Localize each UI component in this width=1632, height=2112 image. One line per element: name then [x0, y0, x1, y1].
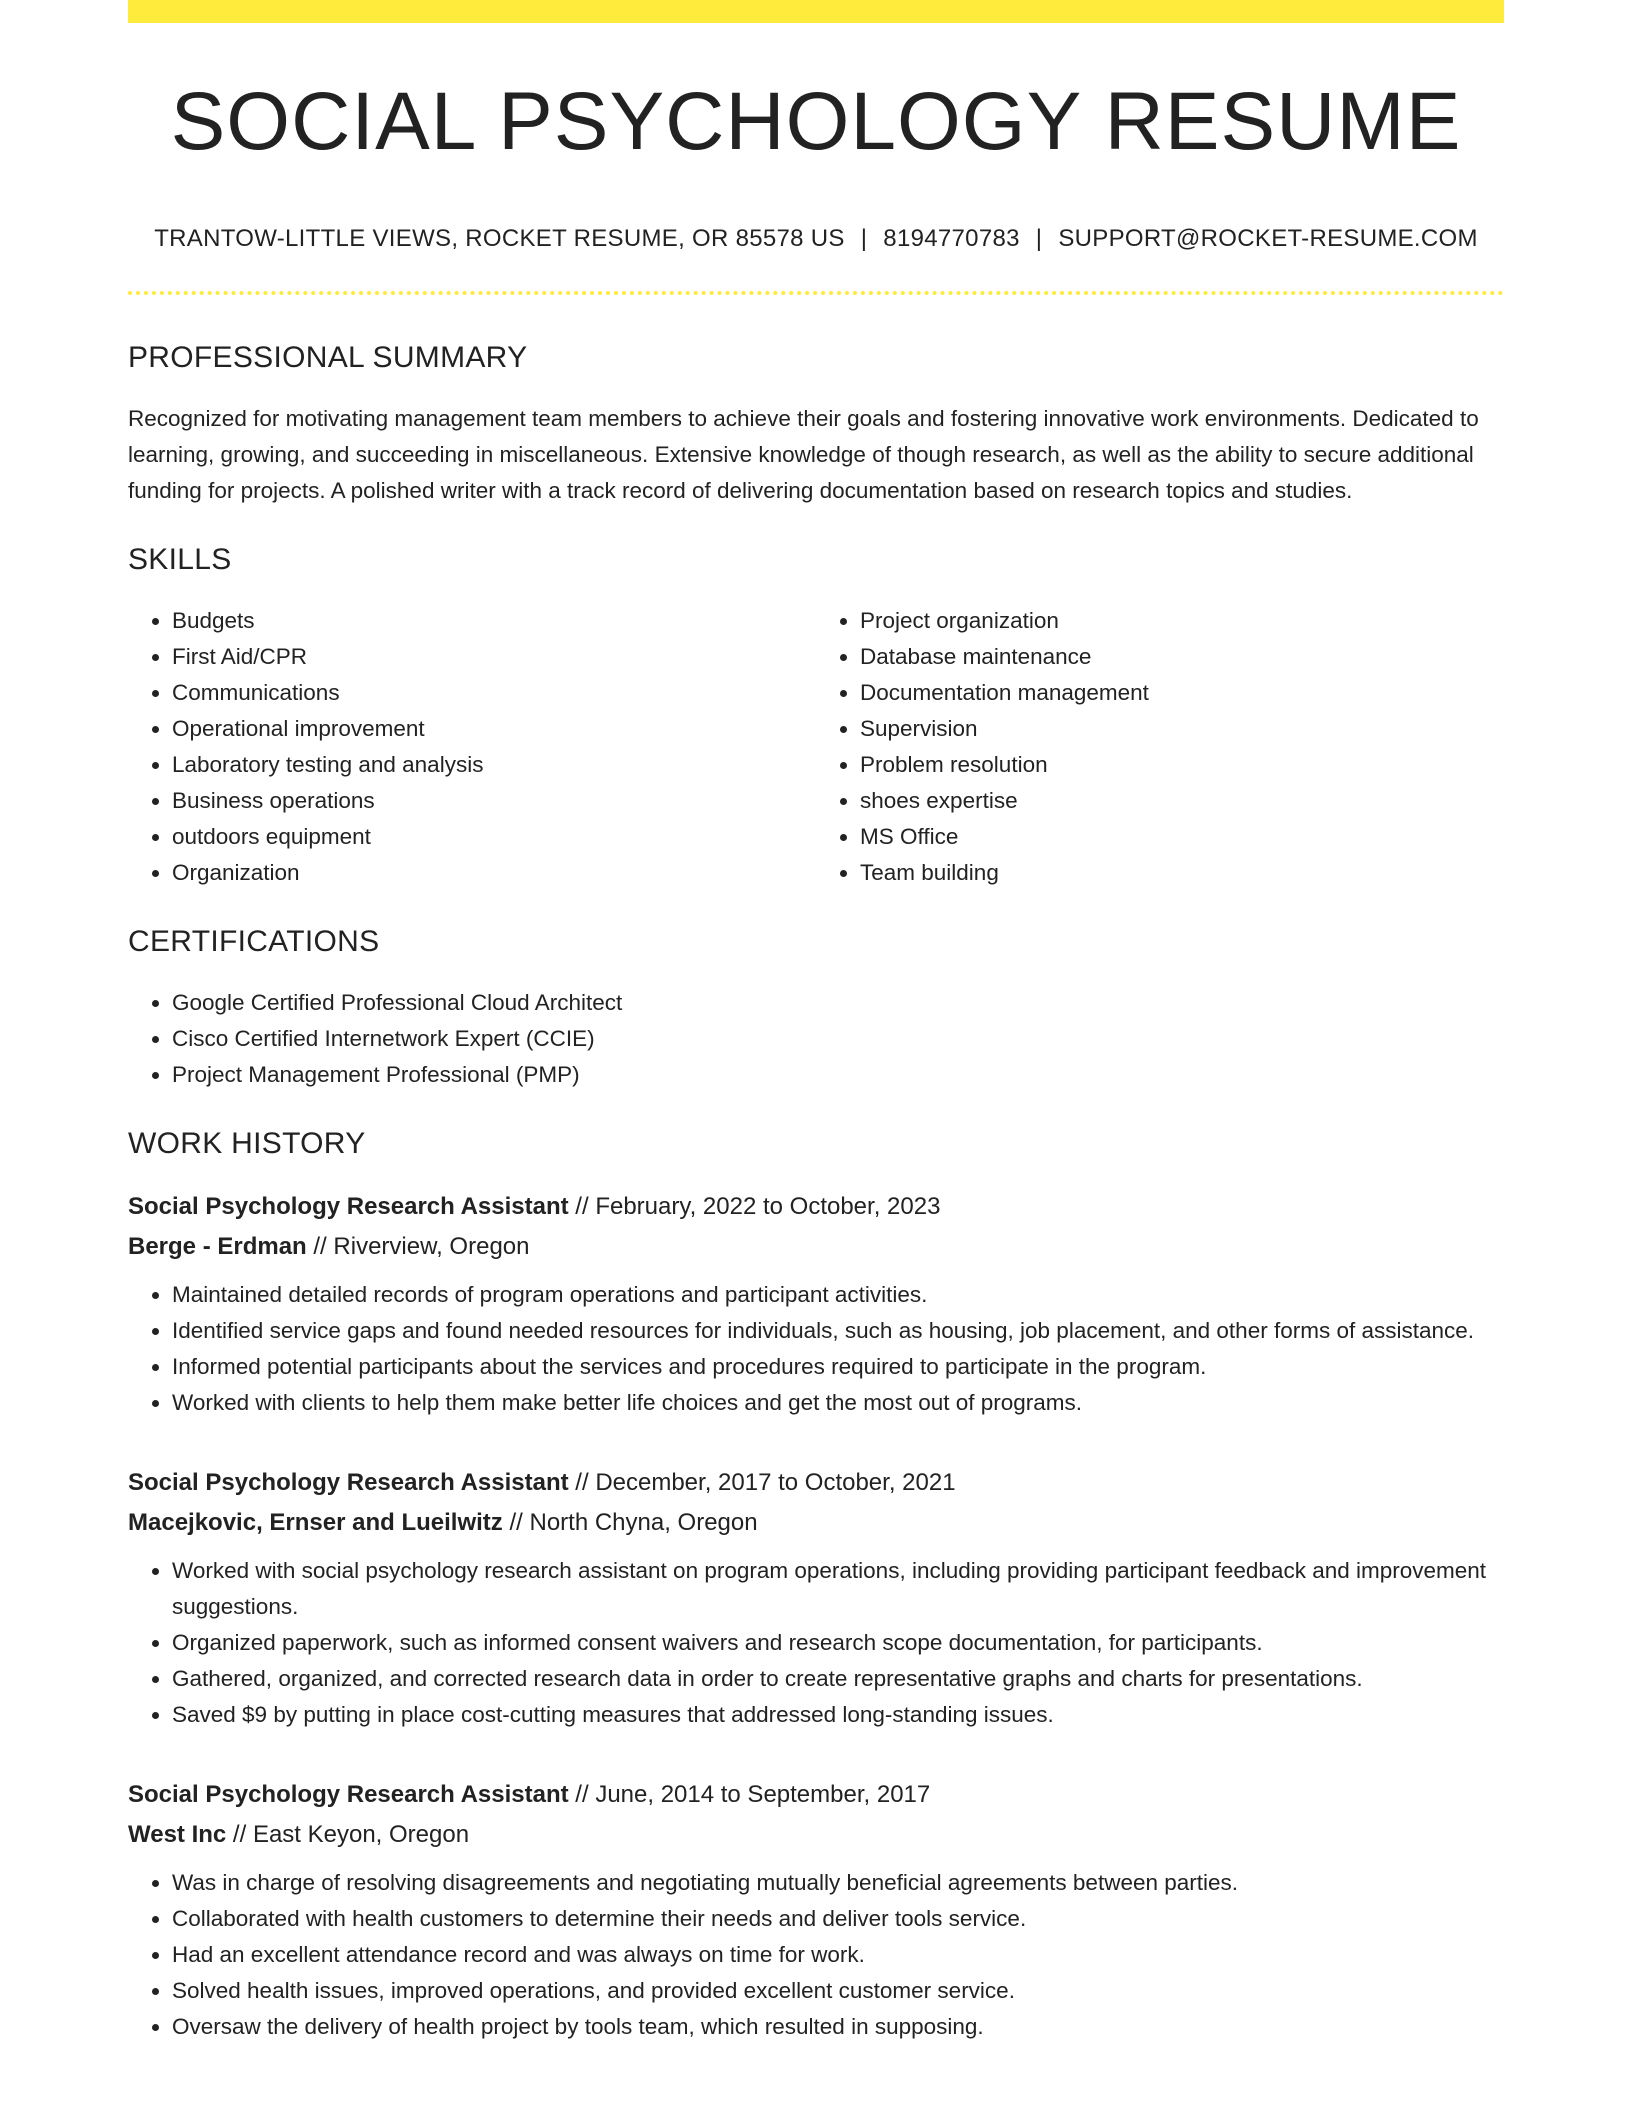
list-item: • shoes expertise [860, 783, 1504, 819]
job-bullets [128, 1553, 1504, 1733]
job-company-line [128, 1503, 1504, 1543]
job-separator: // [575, 1193, 589, 1220]
work-section [128, 1127, 1504, 2045]
job-company-line [128, 1815, 1504, 1855]
list-item: • MS Office [860, 819, 1504, 855]
job-bullet: • Informed potential participants about the services and procedures required to participate in the program. [172, 1349, 1504, 1385]
job-title: Social Psychology Research Assistant [128, 1469, 569, 1496]
skills-grid [128, 603, 1504, 891]
list-item: • Database maintenance [860, 639, 1504, 675]
list-item: • Cisco Certified Internetwork Expert (CCIE) [172, 1021, 1504, 1057]
job-bullet: • Collaborated with health customers to determine their needs and deliver tools service. [172, 1901, 1504, 1937]
job-entry [128, 1463, 1504, 1733]
list-item: • Operational improvement [172, 711, 816, 747]
job-title-line [128, 1775, 1504, 1815]
job-separator: // [313, 1233, 327, 1260]
job-bullet: • Worked with social psychology research assistant on program operations, including providing participant feedback and improvement suggestions. [172, 1553, 1504, 1625]
job-bullet: • Solved health issues, improved operations, and provided excellent customer service. [172, 1973, 1504, 2009]
contact-line [128, 225, 1504, 253]
job-separator: // [509, 1509, 523, 1536]
job-company: Berge - Erdman [128, 1233, 307, 1260]
job-separator: // [232, 1821, 247, 1848]
job-dates: December, 2017 to October, 2021 [595, 1469, 956, 1496]
accent-top-bar [128, 0, 1504, 23]
contact-address: TRANTOW-LITTLE VIEWS, ROCKET RESUME, OR 85578 US [154, 225, 845, 252]
contact-email: SUPPORT@ROCKET-RESUME.COM [1058, 225, 1478, 252]
job-company: West Inc [128, 1821, 227, 1848]
job-entry [128, 1775, 1504, 2045]
list-item: • Budgets [172, 603, 816, 639]
list-item: • Documentation management [860, 675, 1504, 711]
job-location: Riverview, Oregon [333, 1233, 530, 1260]
list-item: • First Aid/CPR [172, 639, 816, 675]
certifications-list [128, 985, 1504, 1093]
resume-page [128, 0, 1504, 2045]
job-separator: // [575, 1781, 589, 1808]
list-item: • Team building [860, 855, 1504, 891]
skills-section [128, 543, 1504, 891]
list-item: • Problem resolution [860, 747, 1504, 783]
job-bullet: • Organized paperwork, such as informed consent waivers and research scope documentation, for participants. [172, 1625, 1504, 1661]
certifications-heading: CERTIFICATIONS [128, 925, 380, 958]
job-company-line [128, 1227, 1504, 1267]
summary-text: Recognized for motivating management team members to achieve their goals and fostering innovative work environments. Dedicated to learning, growing, and succeeding in miscellaneous. Extensive knowledge of though research, as well as the ability to secure additional funding for projects. A polished writer with a track record of delivering documentation based on research topics and studies. [128, 406, 1479, 503]
job-title-line [128, 1463, 1504, 1503]
work-heading: WORK HISTORY [128, 1127, 366, 1160]
skills-list-left [128, 603, 816, 891]
list-item: • outdoors equipment [172, 819, 816, 855]
job-bullet: • Saved $9 by putting in place cost-cutting measures that addressed long-standing issues. [172, 1697, 1504, 1733]
contact-phone: 8194770783 [883, 225, 1020, 252]
dotted-divider [128, 291, 1504, 295]
list-item: • Organization [172, 855, 816, 891]
job-bullet: • Oversaw the delivery of health project by tools team, which resulted in supposing. [172, 2009, 1504, 2045]
job-company: Macejkovic, Ernser and Lueilwitz [128, 1509, 503, 1536]
list-item: • Business operations [172, 783, 816, 819]
list-item: • Google Certified Professional Cloud Architect [172, 985, 1504, 1021]
job-bullet: • Gathered, organized, and corrected research data in order to create representative graphs and charts for presentations. [172, 1661, 1504, 1697]
jobs-container [128, 1187, 1504, 2045]
skills-heading: SKILLS [128, 543, 232, 576]
job-title: Social Psychology Research Assistant [128, 1781, 569, 1808]
job-bullet: • Maintained detailed records of program operations and participant activities. [172, 1277, 1504, 1313]
list-item: • Supervision [860, 711, 1504, 747]
job-location: East Keyon, Oregon [252, 1821, 470, 1848]
list-item: • Laboratory testing and analysis [172, 747, 816, 783]
certifications-section [128, 925, 1504, 1093]
job-bullet: • Had an excellent attendance record and was always on time for work. [172, 1937, 1504, 1973]
job-location: North Chyna, Oregon [529, 1509, 758, 1536]
job-entry [128, 1187, 1504, 1421]
job-bullet: • Was in charge of resolving disagreements and negotiating mutually beneficial agreements between parties. [172, 1865, 1504, 1901]
skills-list-right [816, 603, 1504, 891]
job-bullet: • Worked with clients to help them make better life choices and get the most out of programs. [172, 1385, 1504, 1421]
job-dates: February, 2022 to October, 2023 [595, 1193, 941, 1220]
list-item: • Project organization [860, 603, 1504, 639]
summary-heading: PROFESSIONAL SUMMARY [128, 341, 528, 374]
summary-section [128, 341, 1504, 509]
list-item: • Communications [172, 675, 816, 711]
contact-separator: | [1035, 225, 1043, 252]
job-dates: June, 2014 to September, 2017 [595, 1781, 931, 1808]
job-separator: // [575, 1469, 589, 1496]
job-title: Social Psychology Research Assistant [128, 1193, 569, 1220]
job-bullet: • Identified service gaps and found needed resources for individuals, such as housing, job placement, and other forms of assistance. [172, 1313, 1504, 1349]
job-bullets [128, 1277, 1504, 1421]
list-item: • Project Management Professional (PMP) [172, 1057, 1504, 1093]
contact-separator: | [860, 225, 868, 252]
job-title-line [128, 1187, 1504, 1227]
job-bullets [128, 1865, 1504, 2045]
resume-title: SOCIAL PSYCHOLOGY RESUME [170, 76, 1462, 167]
